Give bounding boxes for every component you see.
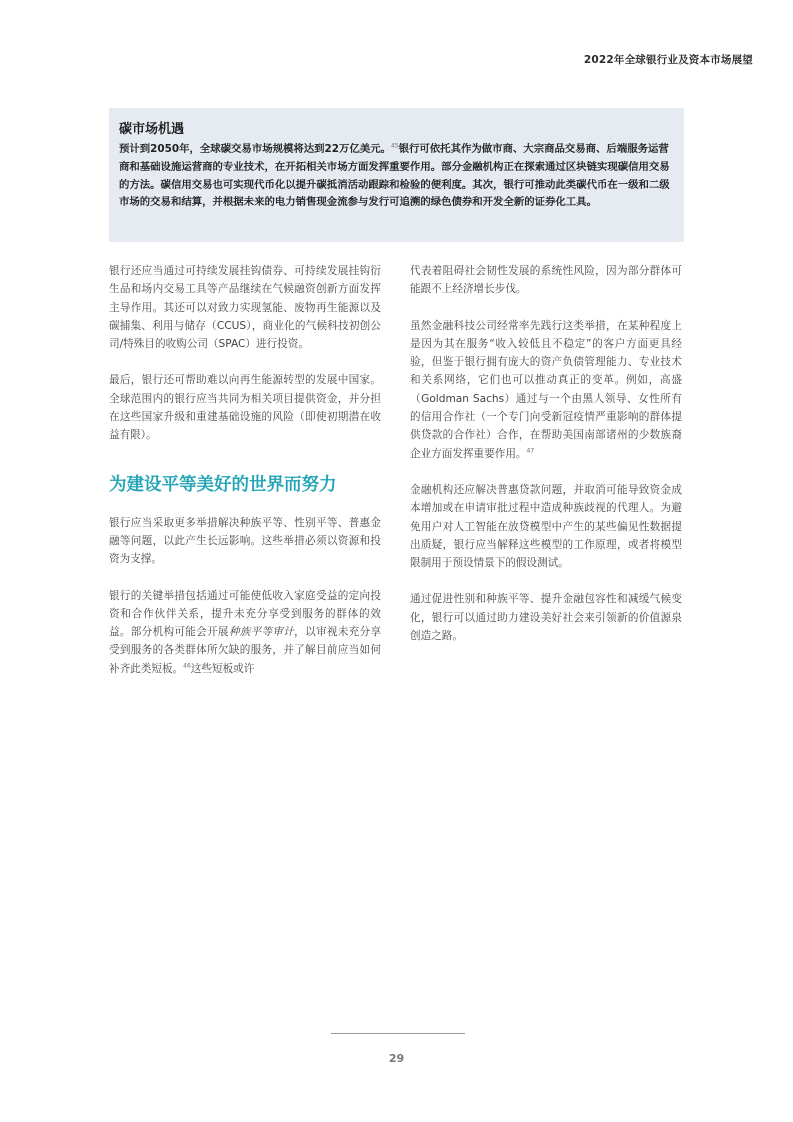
emphasis-text: 种族平等审计 bbox=[228, 626, 295, 639]
paragraph: 代表着阻碍社会韧性发展的系统性风险，因为部分群体可能跟不上经济增长步伐。 bbox=[410, 265, 682, 296]
callout-body bbox=[119, 141, 674, 212]
paragraph-text: 银行的关键举措包括通过可能使低收入家庭受益的定向投资和合作伙伴关系，提升未充分享受到服务的群体的效益。部分机构可能会开展 bbox=[109, 589, 381, 639]
callout-body-text: 预计到2050年，全球碳交易市场规模将达到22万亿美元。 bbox=[119, 143, 391, 155]
callout-title: 碳市场机遇 bbox=[119, 122, 185, 137]
paragraph-text: 虽然金融科技公司经常率先践行这类举措，在某种程度上是因为其在服务“收入较低且不稳定”的客户方面更具经验，但鉴于银行拥有庞大的资产负债管理能力、专业技术和关系网络，它们也可以推动真正的变革。例如，高盛（Goldman Sachs）通过与一个由黑人领导、女性所有的信用合作社（一个专门向受新冠疫情严重影响的群体提供贷款的合作社）合作，在帮助美国南部诸州的少数族裔企业方面发挥重要作用。 bbox=[410, 319, 682, 460]
paragraph-text-tail: 这些短板或许 bbox=[190, 662, 255, 675]
footnote-ref-46: 46 bbox=[183, 662, 191, 670]
paragraph: 金融机构还应解决普惠贷款问题，并取消可能导致资金成本增加或在申请审批过程中造成种族歧视的代理人。为避免用户对人工智能在放贷模型中产生的某些偏见性数据提出质疑，银行应当解释这些模型的工作原理，或者将模型限制用于预设情景下的假设测试。 bbox=[410, 483, 682, 570]
paragraph bbox=[109, 587, 381, 678]
section-heading: 为建设平等美好的世界而努力 bbox=[109, 474, 337, 495]
paragraph-text-continued: ，以审视未充分享受到服务的各类群体所欠缺的服务，并了解目前应当如何补齐此类短板。 bbox=[109, 626, 382, 675]
right-column bbox=[410, 262, 682, 663]
paragraph bbox=[410, 317, 682, 463]
footer-divider bbox=[331, 1033, 465, 1034]
footnote-ref-47: 47 bbox=[526, 447, 535, 455]
paragraph: 通过促进性别和种族平等、提升金融包容性和减缓气候变化，银行可以通过助力建设美好社会来引领新的价值源泉创造之路。 bbox=[410, 593, 682, 643]
page-number: 29 bbox=[388, 1052, 405, 1065]
left-column bbox=[109, 262, 381, 696]
paragraph: 银行应当采取更多举措解决种族平等、性别平等、普惠金融等问题，以此产生长远影响。这些举措必须以资源和投资为支撑。 bbox=[109, 516, 381, 566]
callout-body-text-continued: 银行可依托其作为做市商、大宗商品交易商、后端服务运营商和基础设施运营商的专业技术，在开拓相关市场方面发挥重要作用。部分金融机构正在探索通过区块链实现碳信用交易的方法。碳信用交易也可实现代币化以提升碳抵消活动跟踪和检验的便利度。其次，银行可推动此类碳代币在一级和二级市场的交易和结算，并根据未来的电力销售现金流参与发行可追溯的绿色债券和开发全新的证券化工具。 bbox=[119, 143, 670, 209]
footnote-ref-45: 45 bbox=[390, 142, 399, 150]
carbon-market-callout bbox=[109, 108, 684, 242]
paragraph: 银行还应当通过可持续发展挂钩债券、可持续发展挂钩衍生品和场内交易工具等产品继续在气候融资创新方面发挥主导作用。其还可以对致力实现氢能、废物再生能源以及碳捕集、利用与储存（CCUS），商业化的气候科技初创公司/特殊目的收购公司（SPAC）进行投资。 bbox=[109, 265, 381, 351]
paragraph: 最后，银行还可帮助难以向再生能源转型的发展中国家。全球范围内的银行应当共同为相关项目提供资金，并分担在这些国家升级和重建基础设施的风险（即使初期潜在收益有限）。 bbox=[109, 374, 381, 442]
report-header-title: 2022年全球银行业及资本市场展望 bbox=[583, 54, 753, 66]
